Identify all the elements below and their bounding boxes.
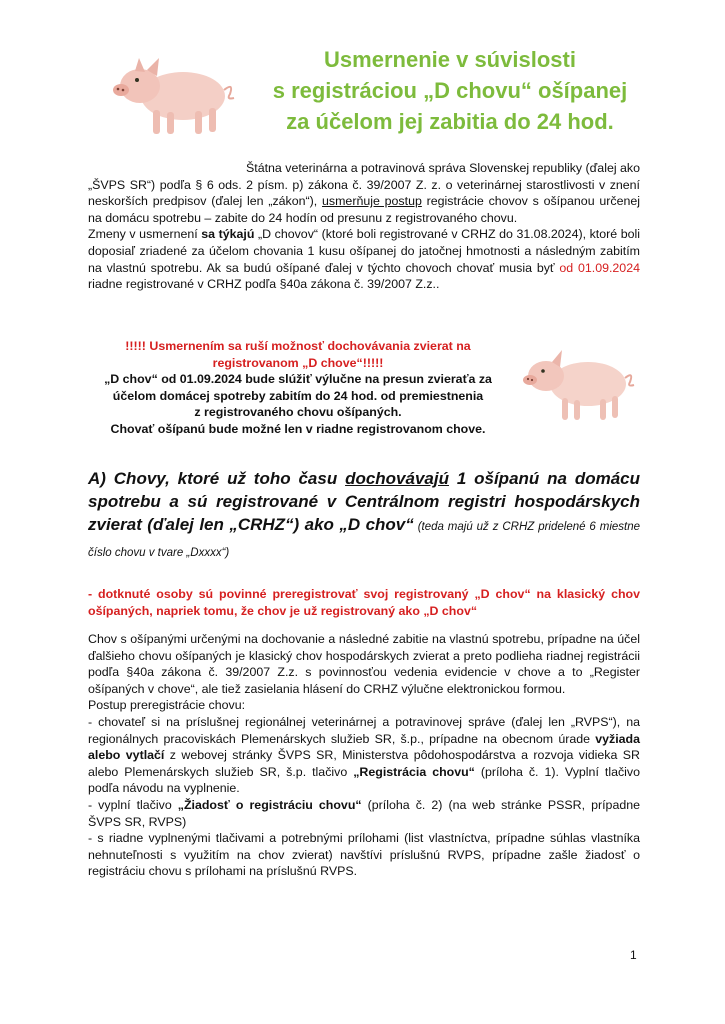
registration-procedure bbox=[88, 631, 640, 880]
step1-bold: vyžiada alebo vytlačí bbox=[88, 731, 640, 763]
notice-line: Chovať ošípanú bude možné len v riadne registrovanom chove. bbox=[110, 421, 486, 436]
procedure-step bbox=[88, 714, 640, 797]
step1-text: - chovateľ si na príslušnej regionálnej veterinárnej a potravinovej správe (ďalej len „RVPS“), na regionálnych pracoviskách Plemenárskych služieb SR, š.p., prípadne na obecnom úrade bbox=[88, 714, 640, 746]
document-title bbox=[230, 44, 670, 137]
step1-text-end: (príloha č. 1). Vyplní tlačivo podľa návodu na vyplnenie. bbox=[88, 764, 640, 796]
intro-text-end: registrácie chovov s ošípanou určenej na domácu spotrebu – zabite do 24 hodín od presunu z registrovaného chovu. bbox=[88, 194, 641, 225]
title-line: za účelom jej zabitia do 24 hod. bbox=[286, 109, 614, 134]
step2-text: - vyplní tlačivo bbox=[88, 797, 178, 812]
red-instruction: - dotknuté osoby sú povinné preregistrovať svoj registrovaný „D chov“ na klasický chov ošípaných, napriek tomu, že chov je už registrovaný ako „D chov“ bbox=[88, 587, 640, 618]
changes-date: od 01.09.2024 bbox=[559, 260, 640, 275]
intro-section bbox=[88, 160, 640, 293]
intro-underlined: usmerňuje postup bbox=[322, 194, 422, 209]
notice-alert: !!!!! Usmernením sa ruší možnosť dochovávania zvierat na bbox=[125, 339, 471, 353]
section-a-text: A) Chovy, ktoré už toho času bbox=[88, 469, 346, 488]
changes-bold: sa týkajú bbox=[201, 227, 255, 242]
notice-line: z registrovaného chovu ošípaných. bbox=[194, 405, 402, 420]
step2-text-end: (príloha č. 2) (na web stránke PSSR, prípadne ŠVPS SR, RVPS) bbox=[88, 797, 641, 829]
section-a-underlined: dochovávajú bbox=[345, 469, 449, 488]
step2-form-name: „Žiadosť o registráciu chovu“ bbox=[177, 797, 362, 812]
changes-text: Zmeny v usmernení bbox=[88, 227, 202, 242]
step1-text-mid: z webovej stránky ŠVPS SR, Ministerstva pôdohospodárstva a rozvoja vidieka SR alebo Plemenárskych služieb SR, š.p. tlačivo bbox=[88, 748, 641, 779]
title-line: Usmernenie v súvislosti bbox=[324, 47, 576, 72]
pig-icon bbox=[95, 44, 245, 144]
notice-line: „D chov“ od 01.09.2024 bude slúžiť výlučne na presun zvieraťa za bbox=[104, 372, 492, 387]
changes-text-mid: „D chovov“ (ktoré boli registrované v CRHZ do 31.08.2024), ktoré boli doposiaľ zriadené za účelom chovania 1 kusu ošípanej do jatočnej hmotnosti a následným zabitím na vlastnú spotrebu. Ak sa budú ošípané ďalej v týchto chovoch chovať musia byť bbox=[88, 227, 640, 275]
procedure-step: - s riadne vyplnenými tlačivami a potrebnými prílohami (list vlastníctva, prípadne súhlas vlastníka nehnuteľnosti s využitím na chov zvierat) navštívi príslušnú RVPS, prípadne zašle žiadosť o registráciu chovu s prílohami na príslušnú RVPS. bbox=[88, 831, 640, 879]
notice-alert: registrovanom „D chove“!!!!! bbox=[212, 355, 384, 370]
page-number: 1 bbox=[630, 948, 637, 962]
procedure-step bbox=[88, 797, 640, 830]
step1-form-name: „Registrácia chovu“ bbox=[353, 764, 475, 779]
pig-icon bbox=[518, 336, 646, 428]
notice-box bbox=[88, 338, 508, 438]
section-a-text-end: 1 ošípanú na domácu spotrebu a sú registrované v Centrálnom registri hospodárskych zvierat (ďalej len „CRHZ“) ako „D chov“ bbox=[88, 469, 640, 534]
intro-text: Štátna veterinárna a potravinová správa Slovenskej republiky (ďalej ako „ŠVPS SR“) podľa § 6 ods. 2 písm. p) zákona č. 39/2007 Z. z. o veterinárnej starostlivosti v znení neskorších predpisov (ďalej len „zákon“), bbox=[88, 161, 641, 209]
section-a-heading bbox=[88, 467, 640, 565]
chov-paragraph: Chov s ošípanými určenými na dochovanie a následné zabitie na vlastnú spotrebu, prípadne na účel ďalšieho chovu ošípaných je klasický chov hospodárskych zvierat a preto podlieha riadnej registrácii podľa §40a zákona č. 39/2007 Z.z. s povinnosťou vedenia evidencie v chove a to „Register ošípaných v chove“, ale tiež zasielania hlásení do CRHZ výlučne elektronickou formou. bbox=[88, 632, 640, 696]
procedure-heading: Postup preregistrácie chovu: bbox=[88, 698, 246, 713]
title-line: s registráciou „D chovu“ ošípanej bbox=[272, 78, 628, 103]
notice-line: účelom domácej spotreby zabitím do 24 hod. od premiestnenia bbox=[112, 388, 484, 403]
changes-text-end: riadne registrované v CRHZ podľa §40a zákona č. 39/2007 Z.z.. bbox=[88, 277, 440, 292]
section-a-note: (teda majú už z CRHZ pridelené 6 miestne číslo chovu v tvare „Dxxxx“) bbox=[88, 521, 641, 559]
